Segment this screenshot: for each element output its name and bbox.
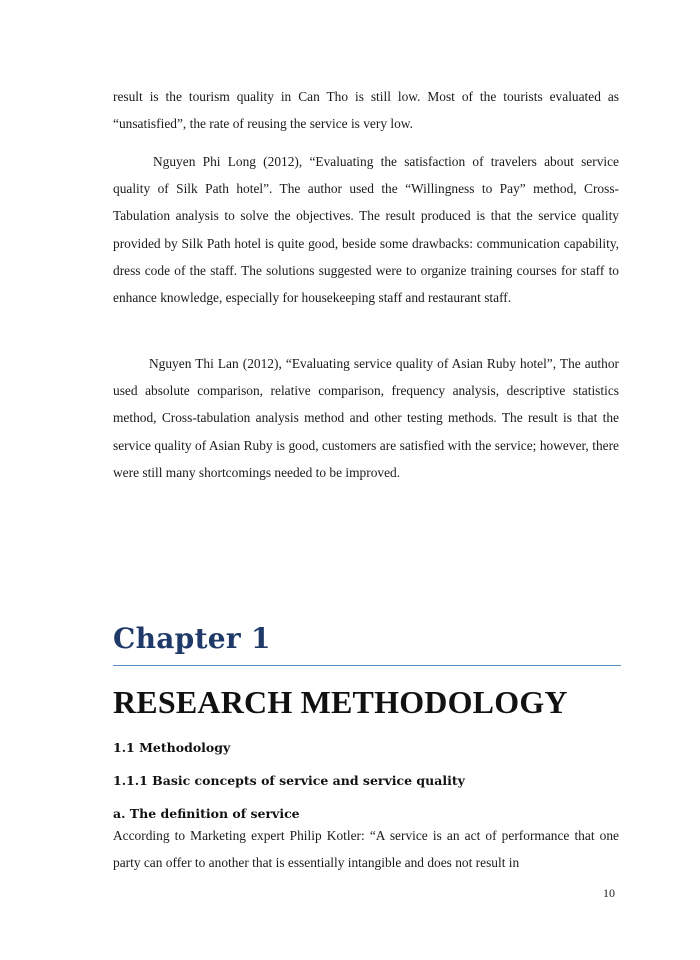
paragraph-silk-path: Nguyen Phi Long (2012), “Evaluating the satisfaction of travelers about service quality of Silk Path hotel”. The author used the “Willingness to Pay” method, Cross-Tabulation analysis to solve the objectives. The result produced is that the service quality provided by Silk Path hotel is quite good, beside some drawbacks: communication capability, dress code of the staff. The solutions suggested were to organize training courses for staff to enhance knowledge, especially for housekeeping staff and restaurant staff. [113, 154, 619, 306]
subsection-heading-a: a. The definition of service [113, 806, 300, 821]
paragraph-tourism-quality: result is the tourism quality in Can Tho is still low. Most of the tourists evaluated as “unsatisfied”, the rate of reusing the service is very low. [113, 89, 619, 132]
page-number: 10 [603, 886, 615, 900]
section-heading-1-1-1: 1.1.1 Basic concepts of service and service quality [113, 773, 465, 788]
paragraph-asian-ruby: Nguyen Thi Lan (2012), “Evaluating service quality of Asian Ruby hotel”, The author used absolute comparison, relative comparison, frequency analysis, descriptive statistics method, Cross-tabulation analysis method and other testing methods. The result is that the service quality of Asian Ruby is good, customers are satisfied with the service; however, there were still many shortcomings needed to be improved. [113, 356, 619, 480]
paragraph-service-definition: According to Marketing expert Philip Kotler: “A service is an act of performance that one party can offer to another that is essentially intangible and does not result in [113, 828, 619, 871]
chapter-divider [113, 665, 621, 666]
chapter-label: Chapter 1 [113, 622, 271, 655]
section-heading-1-1: 1.1 Methodology [113, 740, 231, 755]
chapter-title: RESEARCH METHODOLOGY [113, 684, 568, 720]
